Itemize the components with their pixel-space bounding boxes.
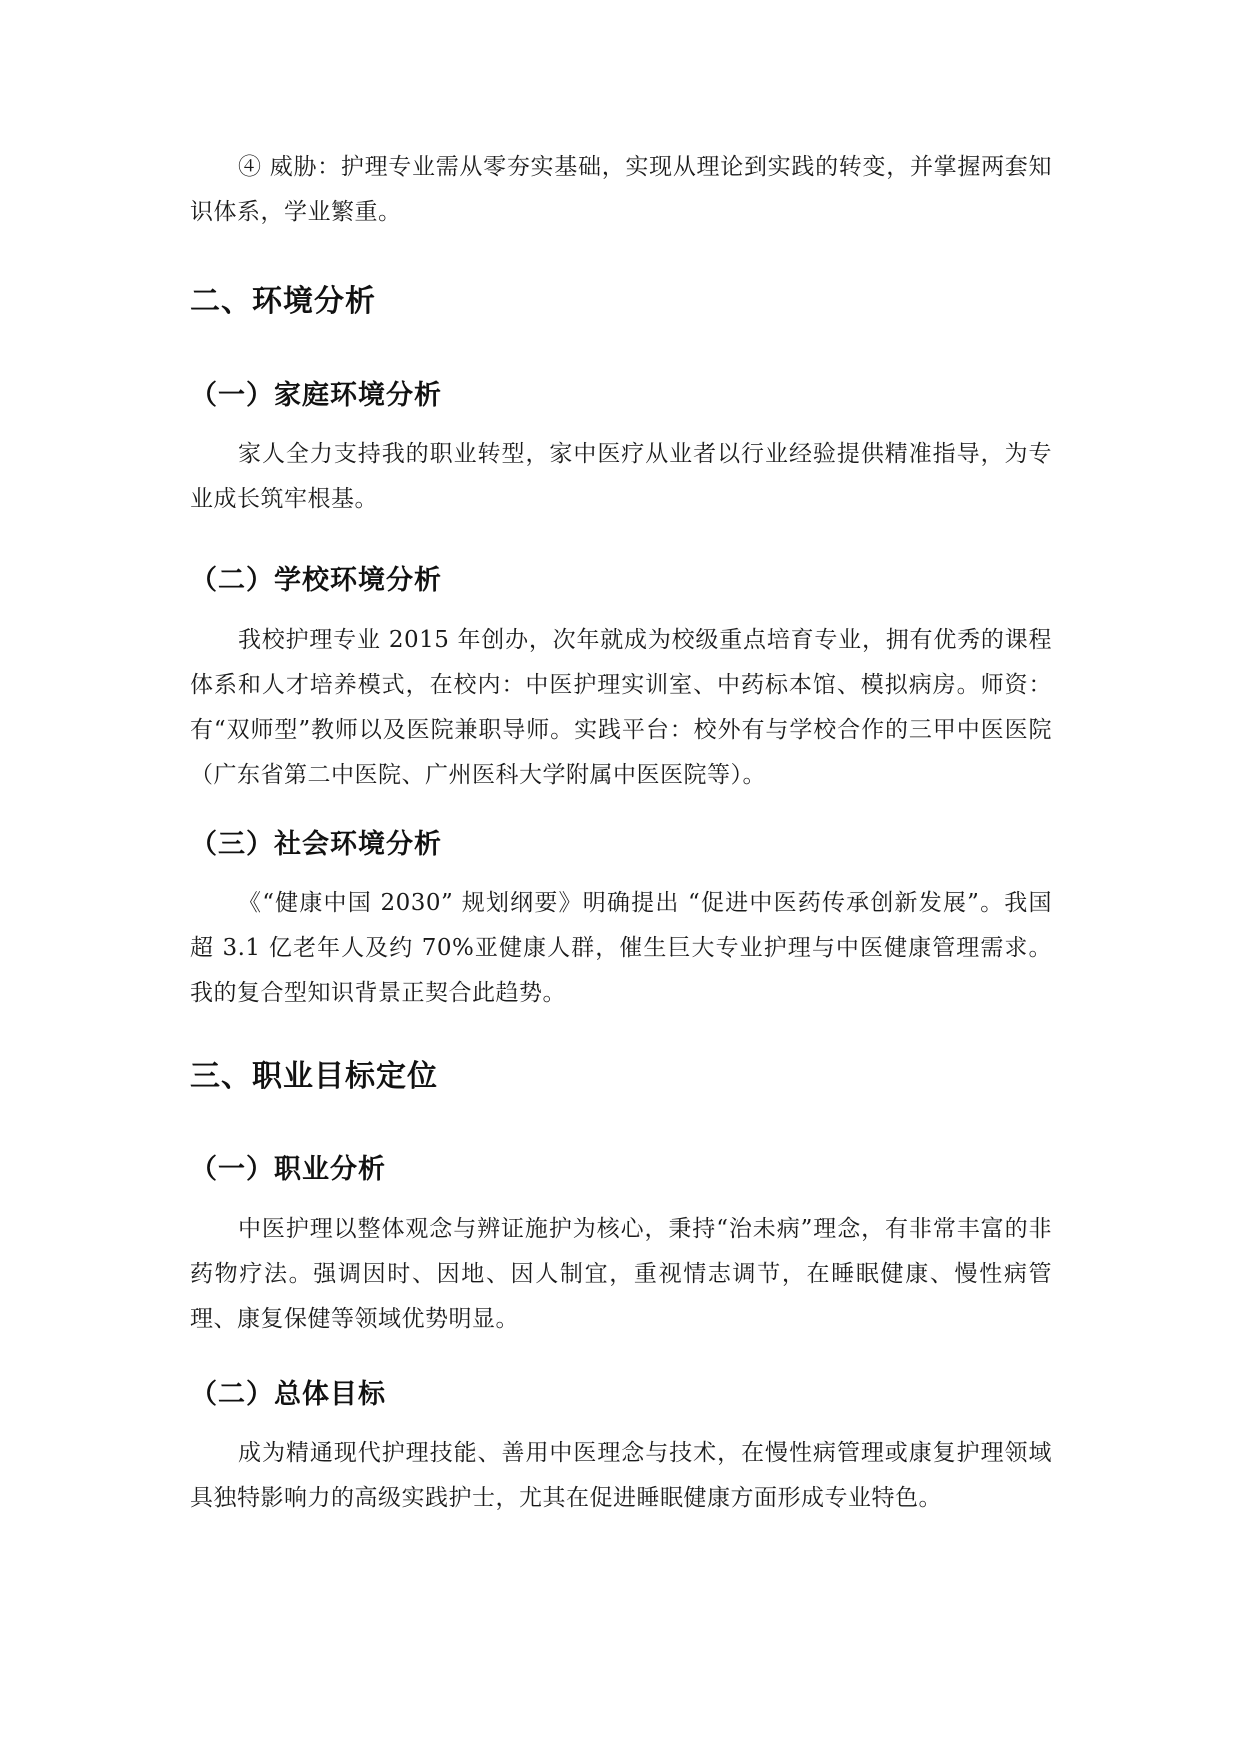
- section-heading-environment-analysis: 二、环境分析: [190, 284, 376, 319]
- social-environment-paragraph: 《“健康中国 2030” 规划纲要》明确提出 “促进中医药传承创新发展”。我国超 3.1 亿老年人及约 70%亚健康人群，催生巨大专业护理与中医健康管理需求。我的复合型知识背景正契合此趋势。: [190, 890, 1052, 1006]
- subheading-career-analysis: （一）职业分析: [190, 1154, 386, 1185]
- subheading-social-environment: （三）社会环境分析: [190, 829, 442, 860]
- family-environment-paragraph: 家人全力支持我的职业转型，家中医疗从业者以行业经验提供精准指导，为专业成长筑牢根基。: [190, 441, 1052, 512]
- overall-goal-paragraph: 成为精通现代护理技能、善用中医理念与技术，在慢性病管理或康复护理领域具独特影响力的高级实践护士，尤其在促进睡眠健康方面形成专业特色。: [190, 1440, 1052, 1511]
- school-environment-paragraph: 我校护理专业 2015 年创办，次年就成为校级重点培育专业，拥有优秀的课程体系和人才培养模式，在校内：中医护理实训室、中药标本馆、模拟病房。师资：有“双师型”教师以及医院兼职导师。实践平台：校外有与学校合作的三甲中医医院（广东省第二中医院、广州医科大学附属中医医院等）。: [190, 627, 1052, 788]
- threat-paragraph: ④ 威胁：护理专业需从零夯实基础，实现从理论到实践的转变，并掌握两套知识体系，学业繁重。: [190, 154, 1052, 225]
- subheading-school-environment: （二）学校环境分析: [190, 565, 442, 596]
- subheading-family-environment: （一）家庭环境分析: [190, 380, 442, 411]
- subheading-overall-goal: （二）总体目标: [190, 1379, 386, 1410]
- career-analysis-paragraph: 中医护理以整体观念与辨证施护为核心，秉持“治未病”理念，有非常丰富的非药物疗法。强调因时、因地、因人制宜，重视情志调节，在睡眠健康、慢性病管理、康复保健等领域优势明显。: [190, 1216, 1052, 1332]
- section-heading-career-goal: 三、职业目标定位: [190, 1059, 438, 1094]
